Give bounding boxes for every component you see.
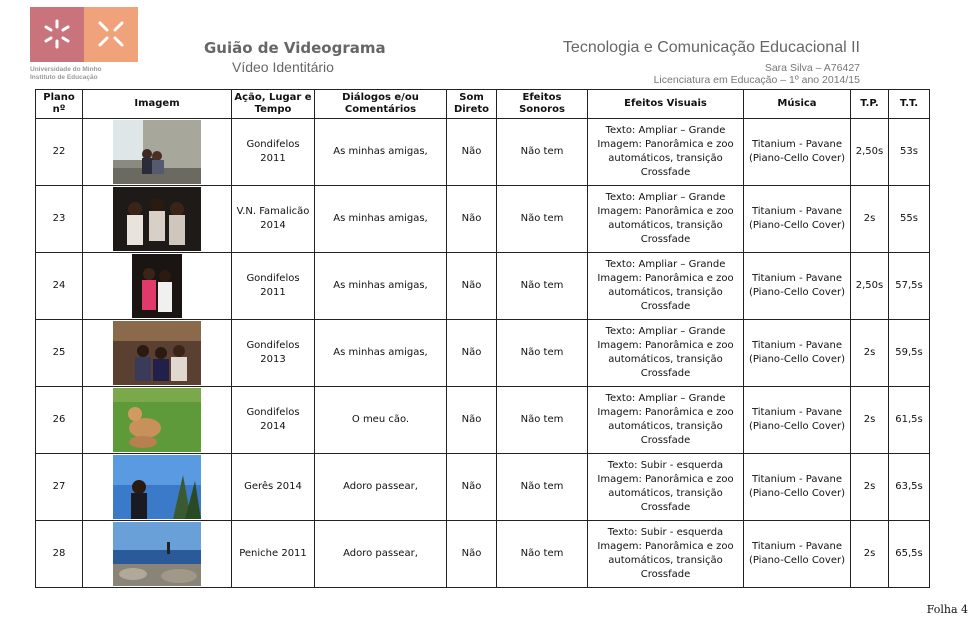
photo-thumbnail — [113, 321, 201, 385]
cell-tp: 2s — [851, 320, 889, 387]
col-som: Som Direto — [447, 90, 497, 119]
cell-som: Não — [447, 186, 497, 253]
degree-info: Licenciatura em Educação – 1º ano 2014/15 — [653, 74, 860, 86]
cell-acao: Gondifelos 2014 — [232, 387, 315, 454]
cell-musica: Titanium - Pavane (Piano-Cello Cover) — [744, 320, 851, 387]
cell-tt: 61,5s — [889, 387, 930, 454]
col-efeitos-visuais: Efeitos Visuais — [588, 90, 744, 119]
photo-thumbnail — [113, 388, 201, 452]
course-name: Tecnologia e Comunicação Educacional II — [562, 39, 860, 56]
col-imagem: Imagem — [83, 90, 232, 119]
cell-musica: Titanium - Pavane (Piano-Cello Cover) — [744, 454, 851, 521]
cell-tt: 53s — [889, 119, 930, 186]
cell-tp: 2s — [851, 454, 889, 521]
cell-acao: Gerês 2014 — [232, 454, 315, 521]
cell-imagem — [83, 320, 232, 387]
cell-musica: Titanium - Pavane (Piano-Cello Cover) — [744, 387, 851, 454]
table-row — [36, 521, 930, 588]
col-tp: T.P. — [851, 90, 889, 119]
cell-tp: 2s — [851, 521, 889, 588]
cell-efeitos-sonoros: Não tem — [497, 119, 588, 186]
cell-musica: Titanium - Pavane (Piano-Cello Cover) — [744, 119, 851, 186]
cell-som: Não — [447, 253, 497, 320]
table-row — [36, 186, 930, 253]
cell-plano: 25 — [36, 320, 83, 387]
cell-efeitos-visuais: Texto: Ampliar – Grande Imagem: Panorâmica e zoo automáticos, transição Crossfade — [588, 119, 744, 186]
cell-imagem — [83, 454, 232, 521]
photo-thumbnail — [113, 522, 201, 586]
cell-tt: 57,5s — [889, 253, 930, 320]
cell-tt: 65,5s — [889, 521, 930, 588]
cell-som: Não — [447, 521, 497, 588]
cell-tp: 2s — [851, 387, 889, 454]
table-row — [36, 454, 930, 521]
cell-acao: V.N. Famalicão 2014 — [232, 186, 315, 253]
university-logo — [30, 7, 138, 62]
cell-efeitos-visuais: Texto: Ampliar – Grande Imagem: Panorâmica e zoo automáticos, transição Crossfade — [588, 387, 744, 454]
cell-imagem — [83, 387, 232, 454]
cell-dialogo: Adoro passear, — [315, 454, 447, 521]
col-efeitos-sonoros: Efeitos Sonoros — [497, 90, 588, 119]
cell-efeitos-sonoros: Não tem — [497, 186, 588, 253]
cell-efeitos-visuais: Texto: Subir - esquerda Imagem: Panorâmica e zoo automáticos, transição Crossfade — [588, 454, 744, 521]
document-subtitle: Vídeo Identitário — [232, 59, 334, 75]
cell-plano: 23 — [36, 186, 83, 253]
cell-imagem — [83, 253, 232, 320]
cell-tt: 55s — [889, 186, 930, 253]
table-row — [36, 253, 930, 320]
logo-caption-line1: Universidade do Minho — [30, 66, 102, 73]
logo-right-square — [84, 7, 138, 62]
cell-plano: 27 — [36, 454, 83, 521]
cell-tp: 2,50s — [851, 119, 889, 186]
col-tt: T.T. — [889, 90, 930, 119]
table-header-row — [36, 90, 930, 119]
cell-acao: Gondifelos 2013 — [232, 320, 315, 387]
cell-som: Não — [447, 119, 497, 186]
cell-efeitos-sonoros: Não tem — [497, 320, 588, 387]
cell-dialogo: As minhas amigas, — [315, 320, 447, 387]
sheet-label: Folha 4 — [926, 603, 968, 616]
cell-imagem — [83, 521, 232, 588]
cell-efeitos-visuais: Texto: Ampliar – Grande Imagem: Panorâmica e zoo automáticos, transição Crossfade — [588, 186, 744, 253]
cell-efeitos-visuais: Texto: Subir - esquerda Imagem: Panorâmica e zoo automáticos, transição Crossfade — [588, 521, 744, 588]
cell-efeitos-visuais: Texto: Ampliar – Grande Imagem: Panorâmica e zoo automáticos, transição Crossfade — [588, 320, 744, 387]
photo-thumbnail — [113, 455, 201, 519]
cell-efeitos-sonoros: Não tem — [497, 454, 588, 521]
table-row — [36, 387, 930, 454]
cell-efeitos-sonoros: Não tem — [497, 387, 588, 454]
logo-left-square — [30, 7, 84, 62]
table-row — [36, 320, 930, 387]
cell-imagem — [83, 186, 232, 253]
logo-symbol-icon — [42, 19, 72, 49]
cell-plano: 28 — [36, 521, 83, 588]
photo-thumbnail — [113, 120, 201, 184]
cell-musica: Titanium - Pavane (Piano-Cello Cover) — [744, 186, 851, 253]
photo-thumbnail — [113, 187, 201, 251]
author-info: Sara Silva – A76427 — [764, 62, 860, 74]
cell-dialogo: O meu cão. — [315, 387, 447, 454]
col-acao: Ação, Lugar e Tempo — [232, 90, 315, 119]
cell-som: Não — [447, 454, 497, 521]
cell-plano: 22 — [36, 119, 83, 186]
cell-acao: Gondifelos 2011 — [232, 253, 315, 320]
cell-dialogo: As minhas amigas, — [315, 253, 447, 320]
cell-plano: 26 — [36, 387, 83, 454]
cell-tt: 59,5s — [889, 320, 930, 387]
logo-caption-line2: Instituto de Educação — [30, 74, 98, 81]
document-title: Guião de Videograma — [204, 39, 386, 57]
logo-x-icon — [96, 19, 126, 49]
storyboard-table — [35, 89, 930, 588]
table-row — [36, 119, 930, 186]
cell-tp: 2s — [851, 186, 889, 253]
cell-musica: Titanium - Pavane (Piano-Cello Cover) — [744, 521, 851, 588]
cell-plano: 24 — [36, 253, 83, 320]
cell-acao: Gondifelos 2011 — [232, 119, 315, 186]
cell-imagem — [83, 119, 232, 186]
cell-dialogo: As minhas amigas, — [315, 186, 447, 253]
cell-efeitos-sonoros: Não tem — [497, 253, 588, 320]
cell-dialogo: As minhas amigas, — [315, 119, 447, 186]
cell-som: Não — [447, 320, 497, 387]
logo-caption — [30, 66, 102, 82]
cell-tp: 2,50s — [851, 253, 889, 320]
cell-efeitos-visuais: Texto: Ampliar – Grande Imagem: Panorâmica e zoo automáticos, transição Crossfade — [588, 253, 744, 320]
photo-thumbnail — [132, 254, 182, 318]
cell-som: Não — [447, 387, 497, 454]
cell-efeitos-sonoros: Não tem — [497, 521, 588, 588]
cell-tt: 63,5s — [889, 454, 930, 521]
cell-dialogo: Adoro passear, — [315, 521, 447, 588]
col-dialogos: Diálogos e/ou Comentários — [315, 90, 447, 119]
cell-acao: Peniche 2011 — [232, 521, 315, 588]
cell-musica: Titanium - Pavane (Piano-Cello Cover) — [744, 253, 851, 320]
col-musica: Música — [744, 90, 851, 119]
col-plano: Plano nº — [36, 90, 83, 119]
